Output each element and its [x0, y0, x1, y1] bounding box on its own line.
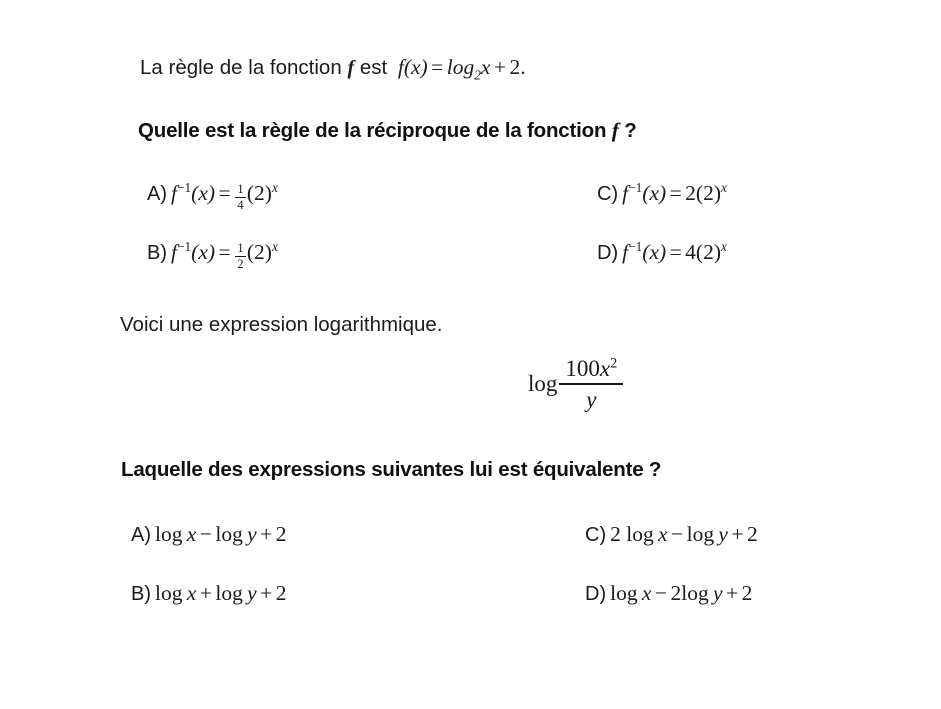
option-d-arg: (x)	[642, 240, 667, 264]
option-c-tag: C)	[597, 183, 619, 205]
option-d-base: (2)	[695, 240, 721, 264]
formula-arg: (x)	[403, 55, 428, 79]
option-c-arg: (x)	[642, 181, 667, 205]
term-constant: 2	[275, 581, 287, 605]
question-1-option-a[interactable]	[147, 181, 278, 212]
question-1-prompt-text: Quelle est la règle de la réciproque de la fonction	[138, 119, 607, 142]
term-log: log	[681, 581, 709, 605]
term-log: log	[155, 522, 183, 546]
option-a-exponent: −1	[176, 179, 192, 195]
term-operator-plus: +	[260, 522, 273, 546]
question-2-option-a[interactable]	[131, 522, 286, 547]
term-log: log	[155, 581, 183, 605]
term-variable-x: x	[186, 522, 197, 546]
option-b-base: (2)	[246, 240, 272, 264]
statement-prefix: La règle de la fonction	[140, 56, 342, 79]
option-a-fraction	[235, 183, 245, 211]
formula-base: 2	[474, 67, 481, 83]
term-constant: 2	[741, 581, 753, 605]
option-d-tag: D)	[597, 242, 619, 264]
option-d-expression	[610, 581, 752, 605]
option-c-base: (2)	[695, 181, 721, 205]
question-1-option-c[interactable]	[597, 181, 727, 206]
question-2-option-b[interactable]	[131, 581, 286, 606]
option-a-tag: A)	[147, 183, 167, 205]
option-a-tag: A)	[131, 524, 151, 546]
term-constant: 2	[275, 522, 287, 546]
option-c-expression	[610, 522, 758, 546]
statement-formula	[397, 55, 526, 83]
numerator-coefficient: 100	[565, 356, 600, 381]
option-a-base: (2)	[246, 181, 272, 205]
term-log: log	[215, 581, 243, 605]
term-variable-y: y	[718, 522, 728, 546]
term-operator-plus: +	[260, 581, 273, 605]
option-b-expression	[155, 581, 286, 605]
option-a-equals: =	[218, 181, 231, 205]
formula-log: log	[446, 55, 475, 79]
option-d-fn: f	[622, 240, 629, 264]
question-1-statement	[140, 55, 526, 81]
expression-numerator	[559, 356, 623, 383]
formula-variable: x	[480, 55, 491, 79]
term-variable-x: x	[641, 581, 652, 605]
formula-equals: =	[431, 55, 444, 79]
question-1-prompt-mark: ?	[624, 119, 637, 142]
option-b-fraction	[235, 242, 245, 270]
option-b-equals: =	[218, 240, 231, 264]
term-variable-y: y	[247, 522, 257, 546]
option-b-fn: f	[171, 240, 177, 264]
question-1-prompt	[138, 118, 637, 144]
term-operator-plus: +	[726, 581, 739, 605]
term-log: log	[686, 522, 715, 546]
formula-f: f	[397, 55, 404, 79]
term-log: log	[626, 522, 654, 546]
option-c-coefficient: 2	[685, 181, 696, 205]
option-c-tag: C)	[585, 524, 607, 546]
statement-middle: est	[359, 56, 388, 79]
expression-log-label: log	[528, 371, 558, 397]
term-operator-minus: −	[654, 581, 668, 605]
option-b-expression	[171, 238, 278, 272]
option-b-denominator: 2	[237, 257, 244, 272]
option-a-denominator: 4	[237, 198, 244, 213]
option-a-expression	[155, 522, 286, 546]
option-a-power: x	[271, 179, 278, 195]
option-a-fn: f	[171, 181, 177, 205]
option-b-numerator: 1	[237, 241, 244, 256]
option-d-exponent: −1	[628, 238, 643, 254]
term-operator-plus: +	[731, 522, 744, 546]
term-operator-minus: −	[671, 522, 684, 546]
formula-constant: 2	[509, 55, 521, 79]
term-coefficient: 2	[670, 581, 682, 605]
question-2-option-c[interactable]	[585, 522, 758, 547]
term-variable-y: y	[713, 581, 723, 605]
option-c-fn: f	[622, 181, 629, 205]
option-b-tag: B)	[147, 242, 167, 264]
statement-function-symbol: f	[347, 57, 355, 79]
term-log: log	[215, 522, 243, 546]
option-d-tag: D)	[585, 583, 607, 605]
option-b-tag: B)	[131, 583, 151, 605]
expression-fraction	[559, 356, 623, 412]
question-1-option-b[interactable]	[147, 240, 278, 271]
question-2-statement: Voici une expression logarithmique.	[120, 313, 443, 336]
numerator-variable: x	[599, 356, 611, 381]
term-log: log	[610, 581, 638, 605]
term-variable-y: y	[247, 581, 257, 605]
option-b-power: x	[271, 238, 278, 254]
term-coefficient: 2	[610, 522, 621, 546]
term-operator-plus: +	[199, 581, 212, 605]
option-a-arg: (x)	[191, 181, 216, 205]
term-operator-minus: −	[199, 522, 212, 546]
term-variable-x: x	[186, 581, 197, 605]
option-b-arg: (x)	[191, 240, 216, 264]
option-a-expression	[171, 179, 278, 213]
numerator-exponent: 2	[610, 355, 618, 372]
term-variable-x: x	[658, 522, 668, 546]
option-d-expression	[622, 240, 727, 264]
option-c-expression	[622, 181, 727, 205]
formula-plus: +	[493, 55, 507, 79]
option-b-exponent: −1	[176, 238, 192, 254]
option-c-power: x	[721, 179, 727, 195]
question-2-option-d[interactable]	[585, 581, 752, 606]
term-constant: 2	[746, 522, 758, 546]
option-c-equals: =	[669, 181, 682, 205]
expression-denominator: y	[586, 387, 597, 413]
option-d-power: x	[721, 238, 727, 254]
question-1-option-d[interactable]	[597, 240, 727, 265]
option-d-coefficient: 4	[685, 240, 696, 264]
question-2-expression	[528, 356, 623, 412]
question-1-prompt-symbol: f	[611, 118, 619, 142]
formula-period: .	[520, 55, 526, 79]
question-2-prompt: Laquelle des expressions suivantes lui est équivalente ?	[121, 458, 662, 481]
option-d-equals: =	[669, 240, 682, 264]
option-c-exponent: −1	[628, 179, 643, 195]
option-a-numerator: 1	[237, 182, 244, 197]
